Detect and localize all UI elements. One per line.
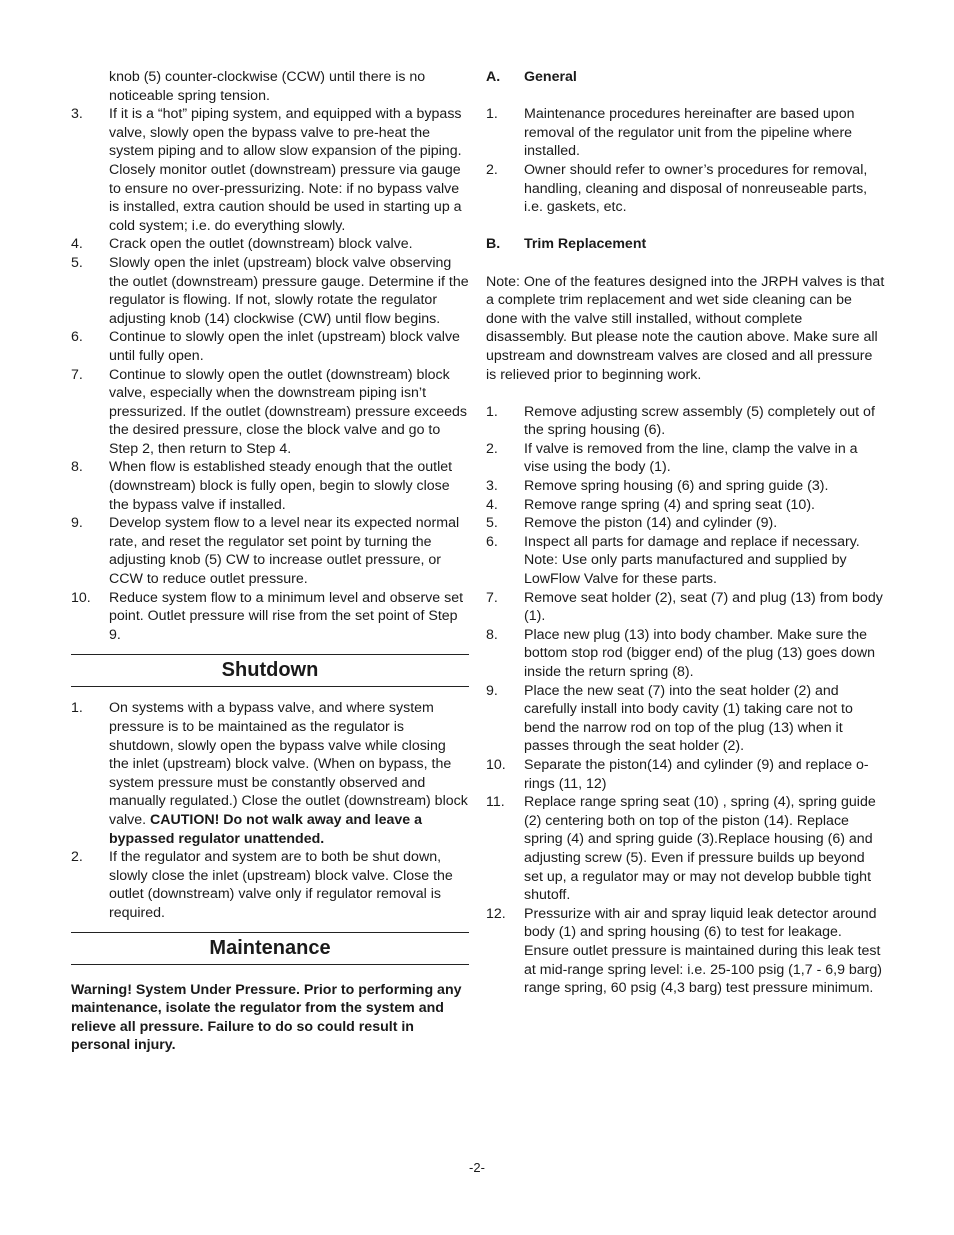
list-item — [71, 105, 469, 235]
continuation-text: knob (5) counter-clockwise (CCW) until there is no noticeable spring tension. — [109, 69, 426, 104]
list-item — [71, 254, 469, 328]
list-item — [486, 682, 886, 756]
shutdown-steps — [71, 699, 469, 922]
list-item-text: Reduce system flow to a minimum level and observe set point. Outlet pressure will rise from the set point of Step 9. — [109, 589, 464, 643]
list-item-number: 10. — [71, 589, 91, 606]
list-item — [486, 477, 886, 496]
startup-steps — [71, 105, 469, 644]
list-item-number: 2. — [486, 440, 498, 457]
left-column — [71, 68, 469, 1055]
list-item-number: 12. — [486, 905, 506, 922]
list-item-number: 10. — [486, 756, 506, 773]
list-item — [486, 161, 886, 217]
list-item-number: 3. — [71, 106, 83, 123]
trim-heading — [486, 235, 886, 254]
list-item-number: 1. — [71, 700, 83, 717]
list-item-text: Place the new seat (7) into the seat holder (2) and carefully install into body cavity (1) taking care not to bend the narrow rod on top of the plug (13) when it passes through the seat holder (2). — [524, 682, 853, 755]
list-item — [486, 589, 886, 626]
list-item — [71, 514, 469, 588]
general-label: A. — [486, 69, 501, 85]
shutdown-heading: Shutdown — [71, 654, 469, 687]
list-item-number: 6. — [71, 329, 83, 346]
list-item-number: 8. — [486, 626, 498, 643]
list-item-text: Slowly open the inlet (upstream) block valve observing the outlet (downstream) pressure gauge. Determine if the regulator is flowing. If not, slowly rotate the regulator adjusting knob (14) clockwise (CW) until flow begins. — [109, 254, 469, 327]
list-item-number: 6. — [486, 533, 498, 550]
list-item-number: 1. — [486, 403, 498, 420]
list-item-text: Pressurize with air and spray liquid leak detector around body (1) and spring housing (6) to test for leakage. Ensure outlet pressure is maintained during this leak test at mid-range spring level: i.e. 25-100 psig (1,7 - 6,9 barg) range spring, 60 psig (4,3 barg) test pressure minimum. — [524, 905, 883, 997]
list-item — [486, 105, 886, 161]
list-item — [486, 403, 886, 440]
list-item-text: Remove adjusting screw assembly (5) completely out of the spring housing (6). — [524, 403, 875, 439]
list-item-number: 5. — [71, 254, 83, 271]
page-number: -2- — [469, 1160, 485, 1175]
list-item-text: Replace range spring seat (10) , spring (4), spring guide (2) centering both on top of the piston (14). Replace spring (4) and spring guide (3).Replace housing (6) and adjusting screw (5). Even if pressure builds up beyond set up, a regulator may or may not develop bubble tight shutoff. — [524, 794, 876, 904]
list-item-text: Remove range spring (4) and spring seat (10). — [524, 496, 815, 513]
list-item-text: Inspect all parts for damage and replace if necessary. Note: Use only parts manufactured and supplied by LowFlow Valve for these parts. — [524, 533, 860, 588]
list-item — [486, 905, 886, 998]
list-item-text: Continue to slowly open the outlet (downstream) block valve, especially when the downstream piping isn’t pressurized. If the outlet (downstream) pressure exceeds the desired pressure, close the block valve and go to Step 2, then return to Step 4. — [109, 366, 468, 457]
list-item — [486, 533, 886, 589]
list-item-text: Maintenance procedures hereinafter are based upon removal of the regulator unit from the pipeline where installed. — [524, 106, 855, 160]
general-steps — [486, 105, 886, 217]
list-item-number: 11. — [486, 794, 505, 811]
general-title: General — [524, 69, 577, 85]
maintenance-heading: Maintenance — [71, 932, 469, 965]
list-item-text: Remove spring housing (6) and spring guide (3). — [524, 478, 829, 495]
list-item-number: 4. — [486, 496, 498, 513]
list-item — [486, 440, 886, 477]
list-item-text: Separate the piston(14) and cylinder (9) and replace o-rings (11, 12) — [524, 756, 869, 792]
list-item-text: If it is a “hot” piping system, and equipped with a bypass valve, slowly open the bypass valve to pre-heat the system piping and to allow slow expansion of the piping. Closely monitor outlet (downstream) pressure via gauge to ensure no over-pressurizing. Note: if no bypass valve is installed, extra caution should be used in starting up a cold system; i.e. do everything slowly. — [109, 106, 462, 234]
trim-label: B. — [486, 236, 501, 253]
list-item-text: Remove the piston (14) and cylinder (9). — [524, 515, 778, 532]
list-item-text: Crack open the outlet (downstream) block valve. — [109, 236, 413, 253]
trim-title: Trim Replacement — [524, 236, 647, 253]
list-item-text: Place new plug (13) into body chamber. Make sure the bottom stop rod (bigger end) of the plug (13) goes down inside the return spring (8). — [524, 626, 875, 680]
list-item — [71, 699, 469, 848]
list-item — [486, 514, 886, 533]
list-item-number: 3. — [486, 478, 498, 495]
list-item-number: 7. — [486, 589, 498, 606]
list-item — [71, 589, 469, 645]
list-item-number: 7. — [71, 366, 83, 383]
warning-text: Warning! System Under Pressure. Prior to performing any maintenance, isolate the regulator from the system and relieve all pressure. Failure to do so could result in personal injury. — [71, 981, 462, 1054]
trim-note: Note: One of the features designed into the JRPH valves is that a complete trim replacement and wet side cleaning can be done with the valve still installed, without complete disassembly. But please note the caution above. Make sure all upstream and downstream valves are closed and all pressure is relieved prior to beginning work. — [486, 273, 885, 383]
list-item — [71, 235, 469, 254]
list-item-text: Develop system flow to a level near its expected normal rate, and reset the regulator set point by turning the adjusting knob (5) CW to increase outlet pressure, or CCW to reduce outlet pressure. — [109, 515, 460, 588]
list-item-number: 9. — [71, 515, 83, 532]
list-item-text: If valve is removed from the line, clamp the valve in a vise using the body (1). — [524, 440, 858, 476]
list-item-number: 5. — [486, 515, 498, 532]
list-item-number: 2. — [71, 849, 83, 866]
list-item — [71, 328, 469, 365]
list-item-number: 9. — [486, 682, 498, 699]
list-item — [71, 458, 469, 514]
general-heading — [486, 68, 886, 87]
list-item — [486, 756, 886, 793]
list-item-text: Continue to slowly open the inlet (upstream) block valve until fully open. — [109, 329, 460, 364]
list-item — [486, 496, 886, 515]
list-item-number: 8. — [71, 459, 83, 476]
list-item-caution: CAUTION! Do not walk away and leave a bypassed regulator unattended. — [109, 811, 423, 847]
right-column — [486, 68, 886, 998]
list-item — [71, 366, 469, 459]
list-item — [486, 793, 886, 905]
list-item-text: On systems with a bypass valve, and where system pressure is to be maintained as the regulator is shutdown, slowly open the bypass valve while closing the inlet (upstream) block valve. (When on bypass, the system pressure must be constantly observed and manually regulated.) Close the outlet (downstream) block valve. — [109, 700, 468, 828]
list-item-text: Remove seat holder (2), seat (7) and plug (13) from body (1). — [524, 589, 883, 625]
trim-steps — [486, 403, 886, 998]
list-item-number: 4. — [71, 236, 83, 253]
list-item — [486, 626, 886, 682]
list-item-text: Owner should refer to owner’s procedures for removal, handling, cleaning and disposal of nonreuseable parts, i.e. gaskets, etc. — [524, 161, 868, 216]
list-item-number: 2. — [486, 161, 498, 178]
list-item — [71, 848, 469, 922]
list-item-number: 1. — [486, 106, 498, 123]
list-item-text: If the regulator and system are to both be shut down, slowly close the inlet (upstream) block valve. Close the outlet (downstream) valve only if regulator removal is required. — [109, 849, 453, 921]
list-item-text: When flow is established steady enough that the outlet (downstream) block is fully open, begin to slowly close the bypass valve if installed. — [109, 459, 453, 513]
